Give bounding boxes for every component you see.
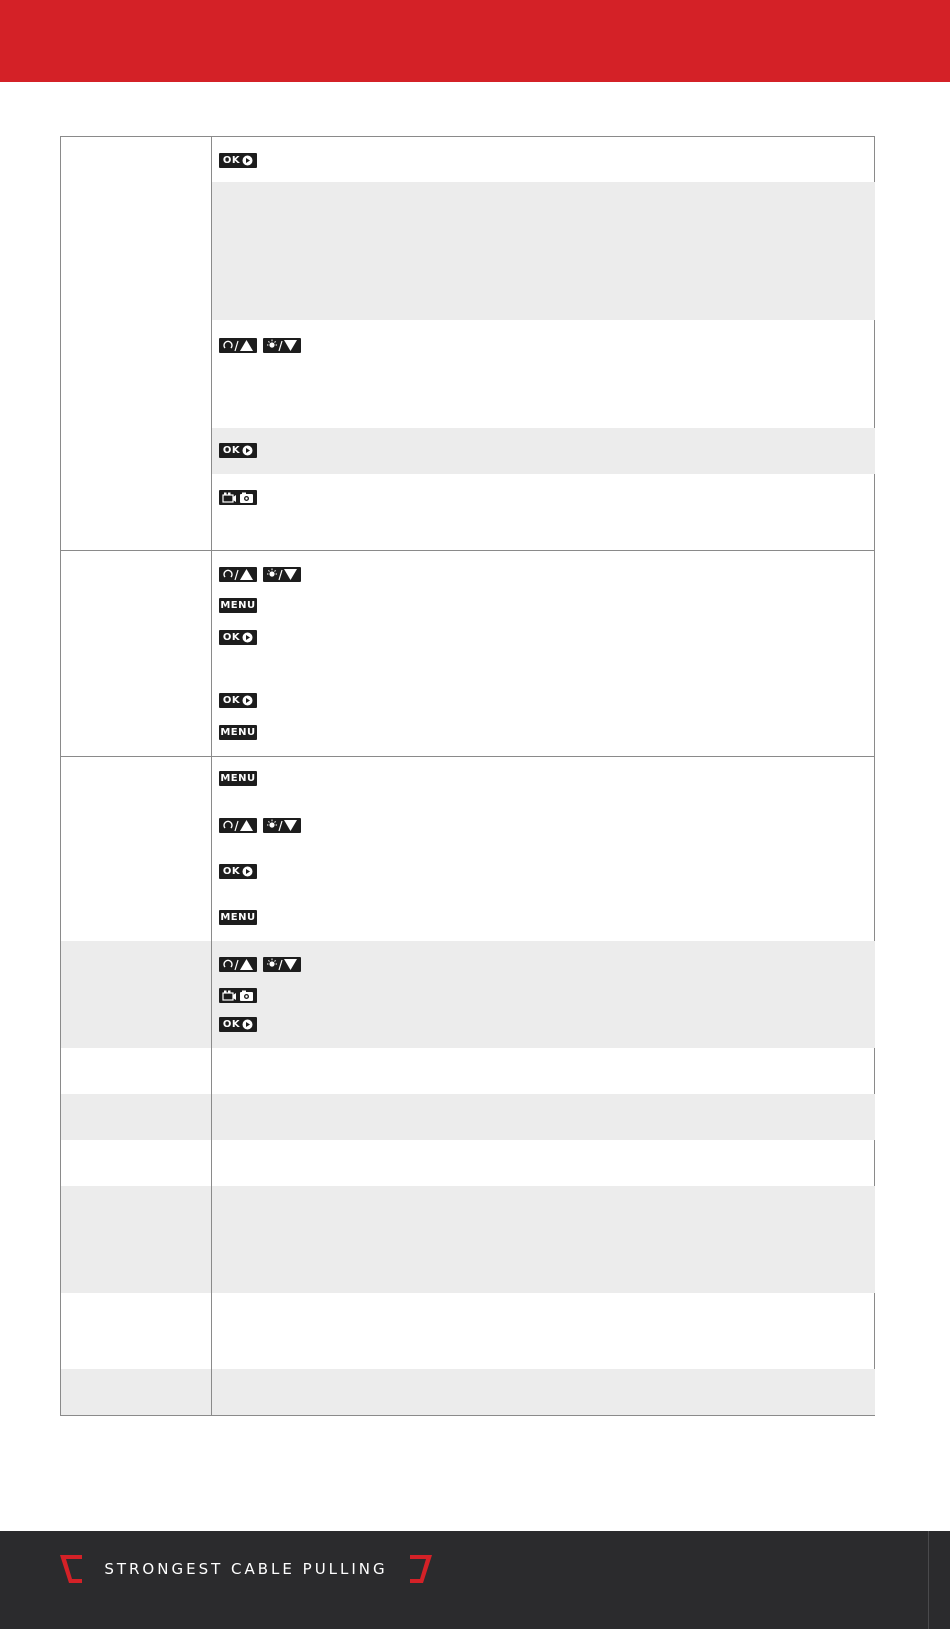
video-camera-photo-camera-icon bbox=[221, 491, 255, 504]
ok-key: OK bbox=[219, 630, 257, 645]
ok-key: OK bbox=[219, 693, 257, 708]
light-down-arrow-icon bbox=[265, 958, 299, 971]
down-key bbox=[263, 338, 301, 353]
up-key bbox=[219, 957, 257, 972]
ok-key: OK bbox=[219, 864, 257, 879]
tagline-logo bbox=[60, 1555, 432, 1583]
play-circle-icon bbox=[242, 445, 253, 456]
media-key bbox=[219, 490, 257, 505]
up-key bbox=[219, 818, 257, 833]
rotate-up-arrow-icon bbox=[221, 568, 255, 581]
up-key bbox=[219, 338, 257, 353]
row-divider bbox=[61, 756, 875, 757]
table-row-shade bbox=[61, 1369, 875, 1415]
rotate-up-arrow-icon bbox=[221, 339, 255, 352]
up-key bbox=[219, 567, 257, 582]
table-row-shade bbox=[61, 941, 875, 1048]
menu-key: MENU bbox=[220, 912, 256, 923]
menu-key: MENU bbox=[220, 773, 256, 784]
play-circle-icon bbox=[242, 155, 253, 166]
column-divider bbox=[211, 137, 212, 1415]
play-circle-icon bbox=[242, 1019, 253, 1030]
media-key bbox=[219, 988, 257, 1003]
play-circle-icon bbox=[242, 866, 253, 877]
instruction-table bbox=[60, 136, 875, 1416]
down-key bbox=[263, 818, 301, 833]
row-divider bbox=[61, 550, 875, 551]
menu-key: MENU bbox=[220, 600, 256, 611]
light-down-arrow-icon bbox=[265, 568, 299, 581]
menu-key: MENU bbox=[220, 727, 256, 738]
footer-bar bbox=[0, 1531, 950, 1629]
header-band bbox=[0, 0, 950, 82]
light-down-arrow-icon bbox=[265, 819, 299, 832]
footer-divider bbox=[928, 1531, 929, 1629]
ok-key: OK bbox=[219, 1017, 257, 1032]
play-circle-icon bbox=[242, 632, 253, 643]
rotate-up-arrow-icon bbox=[221, 958, 255, 971]
ok-key: OK bbox=[219, 443, 257, 458]
table-row-shade bbox=[61, 1094, 875, 1140]
table-row-shade bbox=[212, 428, 875, 474]
play-circle-icon bbox=[242, 695, 253, 706]
down-key bbox=[263, 957, 301, 972]
light-down-arrow-icon bbox=[265, 339, 299, 352]
ok-key: OK bbox=[219, 153, 257, 168]
tagline-text: STRONGEST CABLE PULLING bbox=[104, 1560, 388, 1578]
rotate-up-arrow-icon bbox=[221, 819, 255, 832]
table-row-shade bbox=[61, 1186, 875, 1293]
table-row-shade bbox=[212, 182, 875, 320]
video-camera-photo-camera-icon bbox=[221, 989, 255, 1002]
down-key bbox=[263, 567, 301, 582]
